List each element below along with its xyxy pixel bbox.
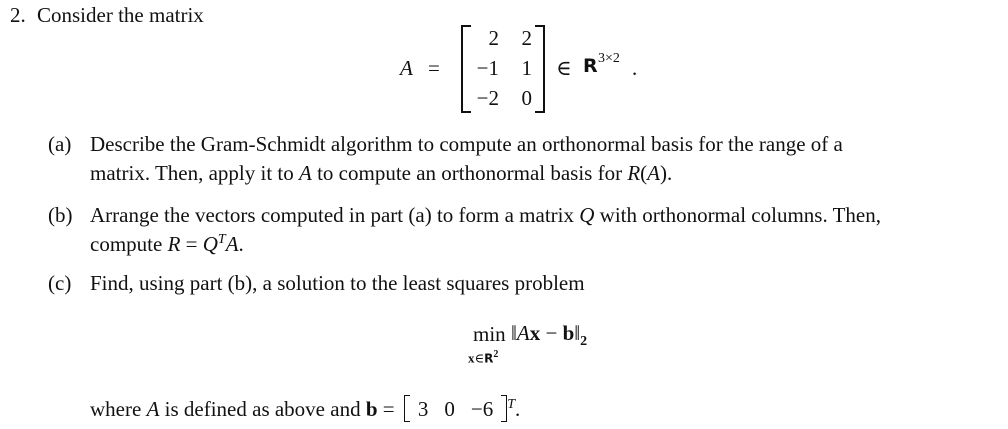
part-b-line-1 [90, 203, 881, 228]
norm-subscript: 2 [580, 334, 588, 350]
text: − [540, 321, 563, 345]
text: = [377, 397, 400, 421]
vector-entry: 0 [444, 397, 455, 421]
math-var: A [225, 232, 239, 256]
math-var: A [146, 397, 160, 421]
text: Arrange the vectors computed in part (a) to form a matrix [90, 203, 580, 227]
part-c-label: (c) [48, 271, 72, 295]
part-b-line-2 [90, 232, 244, 257]
text: . [238, 232, 244, 256]
superscript: 2 [493, 349, 499, 360]
part-a-label: (a) [48, 132, 72, 156]
text: . [515, 397, 521, 421]
math-var: A [516, 321, 530, 345]
math-var: Q [202, 232, 218, 256]
matrix-cell: 2 [521, 26, 532, 50]
part-a-line-2 [90, 161, 672, 186]
text: where [90, 397, 147, 421]
right-bracket [535, 25, 545, 113]
matrix-name: A [400, 56, 413, 80]
period: . [632, 56, 638, 80]
math-var: b [365, 397, 378, 421]
problem-intro: Consider the matrix [37, 3, 204, 27]
problem-number: 2. [10, 3, 26, 27]
math-var: x [468, 350, 475, 366]
math-var: Q [579, 203, 595, 227]
text: ∈ [474, 350, 485, 366]
math-var: A [647, 161, 660, 185]
text: ‖ [511, 321, 517, 345]
math-var: R [627, 161, 641, 185]
matrix-cell: 1 [521, 56, 532, 80]
part-c-line-1: Find, using part (b), a solution to the least squares problem [90, 271, 585, 295]
matrix-cell: 2 [488, 26, 499, 50]
text: ‖ [574, 321, 581, 345]
transpose-superscript: T [217, 232, 226, 247]
math-var: b [562, 321, 575, 345]
norm-expression [511, 321, 587, 350]
math-var: x [529, 321, 541, 345]
element-of-symbol: ∈ [556, 56, 572, 80]
dimension-superscript: 3×2 [598, 51, 620, 66]
transpose-superscript: T [507, 397, 515, 412]
matrix-cell: −2 [476, 86, 499, 110]
min-operator: min [473, 322, 506, 346]
text: ). [660, 161, 673, 185]
real-numbers-symbol: R [484, 351, 494, 366]
text: with orthonormal columns. Then, [594, 203, 881, 227]
final-line [90, 395, 520, 422]
text: is defined as above and [159, 397, 366, 421]
min-subscript [468, 349, 498, 366]
matrix-cell: −1 [476, 56, 499, 80]
math-var: R [167, 232, 181, 256]
text: = [180, 232, 203, 256]
text: ( [640, 161, 648, 185]
equals-sign: = [428, 56, 440, 80]
math-var: A [299, 161, 312, 185]
matrix-cell: 0 [521, 86, 532, 110]
text: matrix. Then, apply it to [90, 161, 299, 185]
text: compute [90, 232, 168, 256]
text: to compute an orthonormal basis for [311, 161, 628, 185]
part-b-label: (b) [48, 203, 73, 227]
vector-entry: 3 [417, 397, 429, 421]
part-a-line-1: Describe the Gram-Schmidt algorithm to compute an orthonormal basis for the range of a [90, 132, 843, 156]
vector-entry: −6 [470, 397, 494, 421]
vector-left-bracket [404, 395, 410, 422]
real-numbers-symbol: R [583, 55, 598, 77]
